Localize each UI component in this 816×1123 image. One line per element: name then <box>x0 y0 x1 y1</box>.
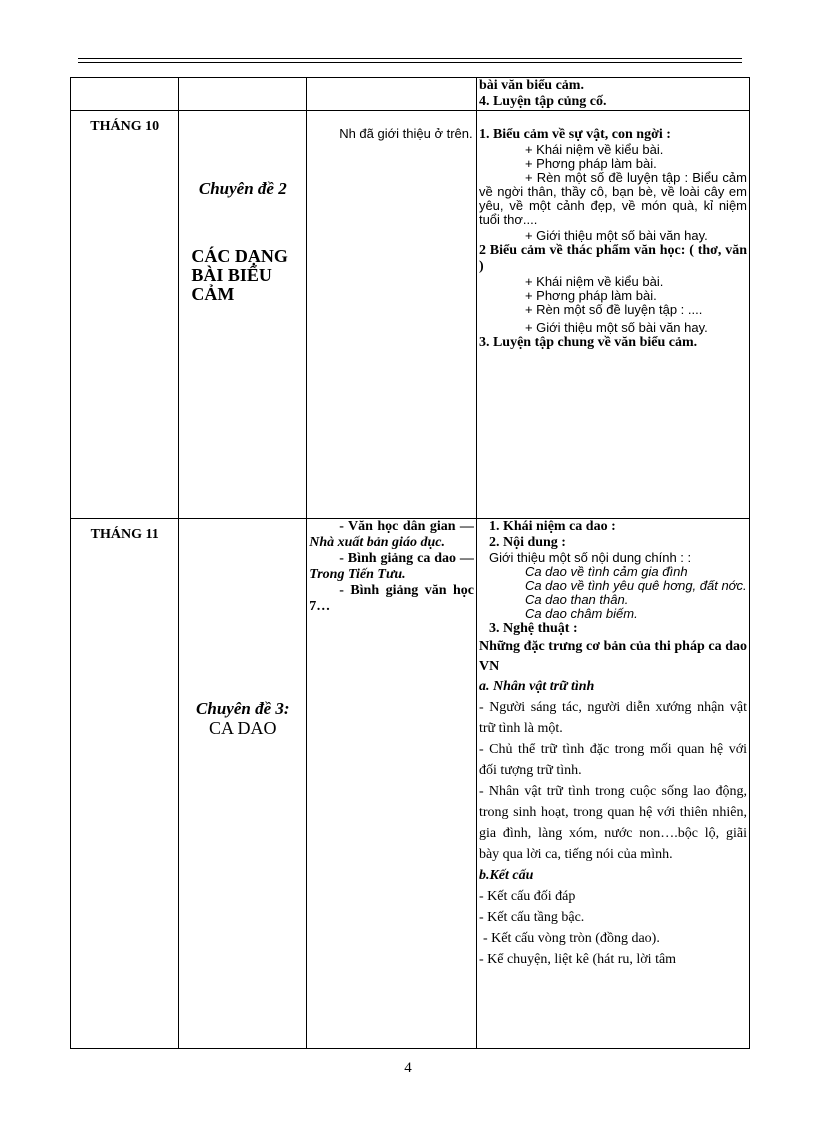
content-line: + Rèn một số đề luyện tập : .... <box>524 302 703 317</box>
content-cell <box>476 519 749 1049</box>
material-text: Nh đã giới thiệu ở trên. <box>339 126 473 141</box>
material-cell <box>307 78 477 111</box>
content-line: + Khái niệm về kiểu bài. <box>524 142 664 157</box>
content-line: bài văn biểu cảm. <box>478 78 584 93</box>
table-row <box>71 519 750 1049</box>
content-line: - Nhân vật trữ tình trong cuộc sống lao động, trong sinh hoạt, trong quan hệ với thiên nhiên, gia đình, làng xóm, nước non….bộc lộ, giãi bày qua lời ca, tiếng nói của mình. <box>478 784 747 862</box>
content-line: 1. Khái niệm ca dao : <box>488 519 616 534</box>
topic-name: CÁC DẠNG BÀI BIỂU CẢM <box>191 246 288 304</box>
content-line: Ca dao châm biếm. <box>524 606 638 621</box>
content-line: b.Kết cấu <box>478 868 534 883</box>
content-line: - Chủ thể trữ tình đặc trong mối quan hệ với đối tượng trữ tình. <box>478 742 747 778</box>
content-line: 4. Luyện tập củng cố. <box>478 94 607 109</box>
topic-cell <box>179 111 307 519</box>
month-cell <box>71 519 179 1049</box>
curriculum-table <box>70 77 750 1049</box>
content-line: Ca dao về tình yêu quê hơng, đất nớc. <box>524 578 747 593</box>
material-title: - Văn học dân gian <box>339 519 456 534</box>
topic-name: CA DAO <box>209 718 277 738</box>
table-row <box>71 78 750 111</box>
content-line: 2 Biểu cảm về thác phẩm văn học: ( thơ, văn ) <box>478 243 747 274</box>
content-line: + Phơng pháp làm bài. <box>524 156 657 171</box>
header-rule-bottom <box>78 62 742 63</box>
content-line: 2. Nội dung : <box>488 535 566 550</box>
content-line: 1. Biểu cảm về sự vật, con ngời : <box>478 127 671 142</box>
content-line: - Người sáng tác, người diễn xướng nhận vật trữ tình là một. <box>478 700 747 736</box>
topic-cell <box>179 78 307 111</box>
material-line <box>309 519 474 551</box>
material-source: — Nhà xuất bản giáo dục. <box>309 519 474 550</box>
month-cell <box>71 111 179 519</box>
material-line <box>309 551 474 583</box>
topic-label: Chuyên đề 2 <box>198 179 287 198</box>
material-cell <box>307 111 477 519</box>
content-line: + Phơng pháp làm bài. <box>524 288 657 303</box>
material-line: - Bình giảng văn học 7… <box>309 583 474 614</box>
material-title: - Bình giảng ca dao <box>339 551 457 566</box>
content-line: - Kể chuyện, liệt kê (hát ru, lời tâm <box>478 952 677 967</box>
content-line: Những đặc trưng cơ bản của thi pháp ca dao VN <box>478 639 747 674</box>
table-row <box>71 111 750 519</box>
page-number: 4 <box>404 1060 412 1076</box>
content-cell <box>476 78 749 111</box>
content-line: Ca dao về tình cảm gia đình <box>524 564 688 579</box>
content-line: - Kết cấu đối đáp <box>478 889 576 904</box>
content-line: 3. Luyện tập chung về văn biểu cảm. <box>478 335 698 350</box>
content-line: a. Nhân vật trữ tình <box>478 679 595 694</box>
month-label: THÁNG 11 <box>90 527 159 542</box>
topic-cell <box>179 519 307 1049</box>
content-line: + Rèn một số đề luyện tập : Biểu cảm về ngời thân, thầy cô, bạn bè, về loài cây em yêu, về một cảnh đẹp, về món quà, kỉ niệm tuổi thơ.... <box>478 170 747 227</box>
material-source: — Trong Tiến Tưu. <box>309 551 474 582</box>
month-label: THÁNG 10 <box>90 119 160 134</box>
content-line: + Giới thiệu một số bài văn hay. <box>524 320 708 335</box>
content-line: - Kết cấu vòng tròn (đồng dao). <box>482 931 660 946</box>
topic-label: Chuyên đề 3: <box>196 699 290 718</box>
content-line: - Kết cấu tầng bậc. <box>478 910 585 925</box>
content-line: + Giới thiệu một số bài văn hay. <box>524 228 708 243</box>
header-rule-top <box>78 58 742 59</box>
content-line: Giới thiệu một số nội dung chính : : <box>488 550 692 565</box>
content-cell <box>476 111 749 519</box>
month-cell <box>71 78 179 111</box>
content-line: + Khái niệm về kiểu bài. <box>524 274 664 289</box>
material-cell <box>307 519 477 1049</box>
content-line: Ca dao than thân. <box>524 592 629 607</box>
content-line: 3. Nghệ thuật : <box>488 621 578 636</box>
